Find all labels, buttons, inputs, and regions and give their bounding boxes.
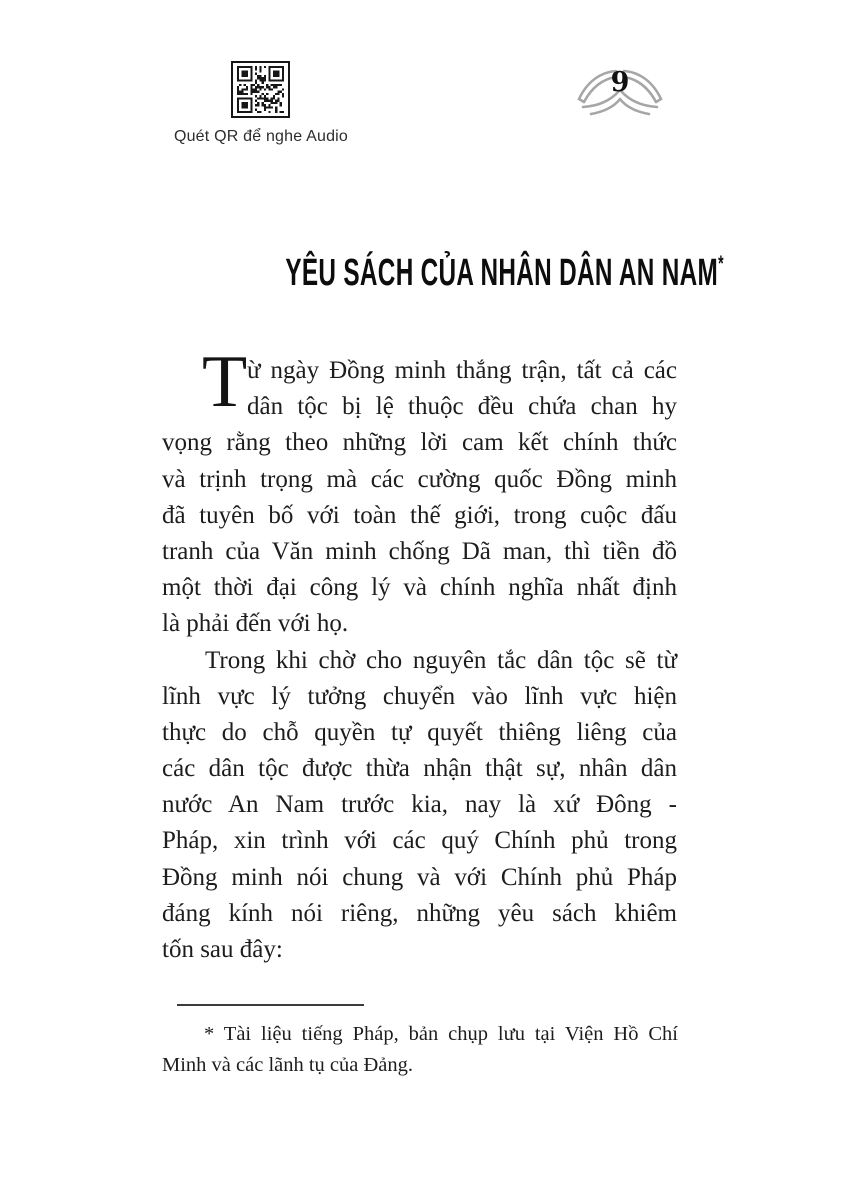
text-line: tốn sau đây: xyxy=(162,936,283,963)
text-line: tranh của Văn minh chống Dã man, thì tiền đồ xyxy=(162,537,677,565)
text-line: Trong khi chờ cho nguyên tắc dân tộc sẽ từ xyxy=(205,646,677,674)
text-line: nước An Nam trước kia, nay là xứ Đông - xyxy=(162,791,677,819)
text-line: và trịnh trọng mà các cường quốc Đồng minh xyxy=(162,465,677,493)
dropcap-letter: T xyxy=(202,341,248,423)
footnote-line: * Tài liệu tiếng Pháp, bản chụp lưu tại Viện Hồ Chí xyxy=(204,1023,678,1045)
footnote-line: Minh và các lãnh tụ của Đảng. xyxy=(162,1054,414,1076)
text-line: ừ ngày Đồng minh thắng trận, tất cả các xyxy=(247,357,677,384)
paragraph-2 xyxy=(162,643,677,969)
text-line: Pháp, xin trình với các quý Chính phủ trong xyxy=(162,827,677,855)
text-line: lĩnh vực lý tưởng chuyển vào lĩnh vực hiện xyxy=(162,682,677,710)
text-line: các dân tộc được thừa nhận thật sự, nhân dân xyxy=(162,755,677,783)
footnote-divider xyxy=(177,1004,364,1006)
chapter-title xyxy=(162,242,724,295)
chapter-title-text: YÊU SÁCH CỦA NHÂN DÂN AN NAM xyxy=(285,252,719,294)
text-line: đã tuyên bố với toàn thế giới, trong cuộc đấu xyxy=(162,501,677,529)
text-line: Đồng minh nói chung và với Chính phủ Pháp xyxy=(162,863,677,891)
qr-caption: Quét QR để nghe Audio xyxy=(173,128,349,145)
title-footnote-marker: * xyxy=(718,251,724,276)
footnote xyxy=(162,1019,678,1081)
page-number: 9 xyxy=(610,67,630,98)
text-line: vọng rằng theo những lời cam kết chính thức xyxy=(162,429,677,457)
text-line: thực do chỗ quyền tự quyết thiêng liêng của xyxy=(162,718,677,746)
text-line: một thời đại công lý và chính nghĩa nhất định xyxy=(162,574,677,602)
body-text-column xyxy=(162,341,677,968)
text-line: dân tộc bị lệ thuộc đều chứa chan hy xyxy=(247,393,677,421)
text-line: là phải đến với họ. xyxy=(162,610,349,638)
text-line: đáng kính nói riêng, những yêu sách khiêm xyxy=(162,899,677,927)
qr-code xyxy=(231,61,290,118)
paragraph-1 xyxy=(162,341,677,643)
qr-code-pattern xyxy=(236,66,285,113)
